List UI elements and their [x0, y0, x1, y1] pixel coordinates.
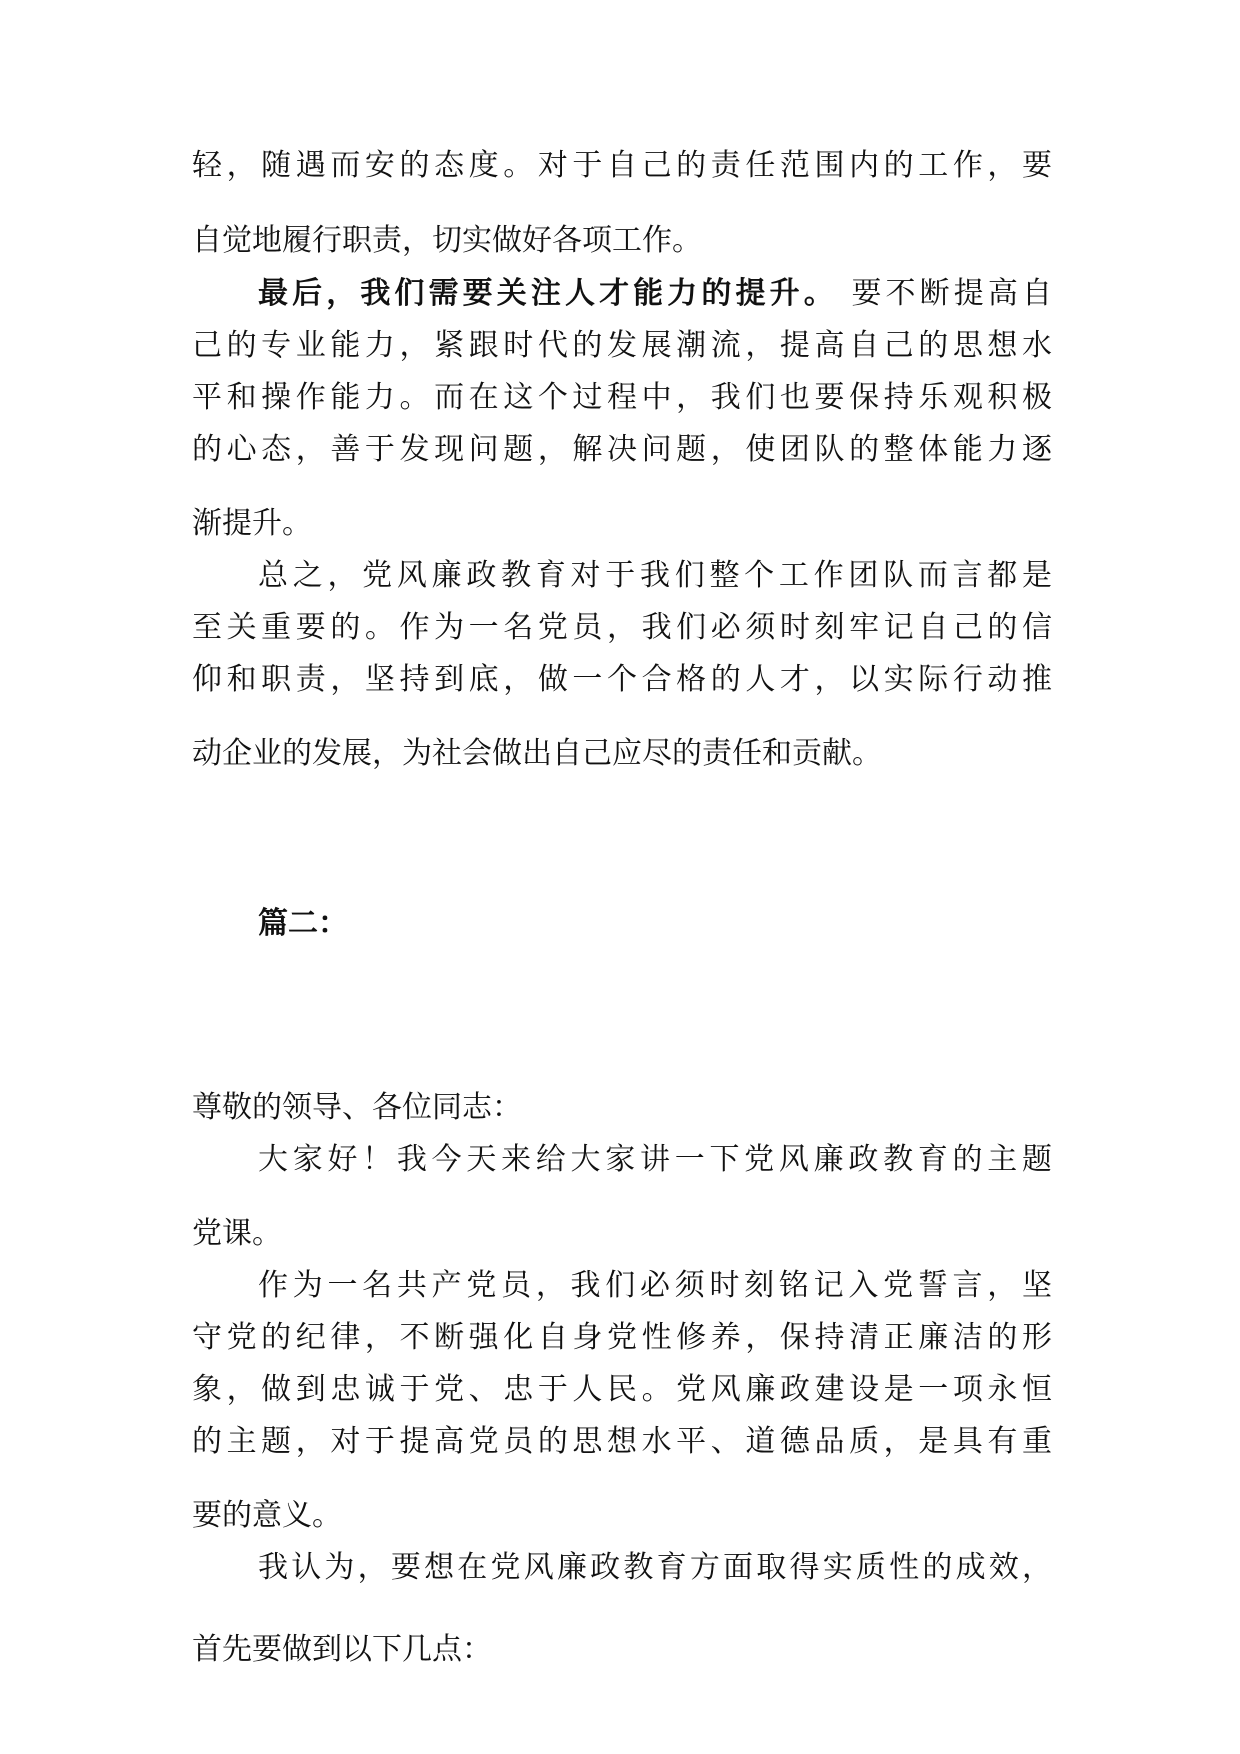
- section-heading: 篇二：: [258, 906, 348, 941]
- paragraph-line: 党课。: [192, 1216, 282, 1251]
- paragraph-line: 象，做到忠诚于党、忠于人民。党风廉政建设是一项永恒: [192, 1372, 1052, 1407]
- paragraph-line: 动企业的发展，为社会做出自己应尽的责任和贡献。: [192, 736, 882, 771]
- paragraph-line: 自觉地履行职责，切实做好各项工作。: [192, 223, 702, 258]
- paragraph-line: 仰和职责，坚持到底，做一个合格的人才，以实际行动推: [192, 662, 1052, 697]
- paragraph-line: 首先要做到以下几点：: [192, 1632, 492, 1667]
- paragraph-text: 要不断提高自: [837, 276, 1052, 311]
- paragraph-line: 的主题，对于提高党员的思想水平、道德品质，是具有重: [192, 1424, 1052, 1459]
- paragraph-line: 渐提升。: [192, 506, 312, 541]
- paragraph-line: 大家好！我今天来给大家讲一下党风廉政教育的主题: [258, 1142, 1052, 1177]
- paragraph-line: [258, 274, 1052, 314]
- paragraph-line: 要的意义。: [192, 1498, 342, 1533]
- emphasis-text: 最后，我们需要关注人才能力的提升。: [258, 276, 838, 311]
- paragraph-line: 至关重要的。作为一名党员，我们必须时刻牢记自己的信: [192, 610, 1052, 645]
- paragraph-line: 轻，随遇而安的态度。对于自己的责任范围内的工作，要: [192, 148, 1052, 183]
- paragraph-line: 守党的纪律，不断强化自身党性修养，保持清正廉洁的形: [192, 1320, 1052, 1355]
- paragraph-line: 总之，党风廉政教育对于我们整个工作团队而言都是: [258, 558, 1052, 593]
- paragraph-line: 平和操作能力。而在这个过程中，我们也要保持乐观积极: [192, 380, 1052, 415]
- paragraph-line: 我认为，要想在党风廉政教育方面取得实质性的成效，: [258, 1550, 1052, 1585]
- paragraph-line: 作为一名共产党员，我们必须时刻铭记入党誓言，坚: [258, 1268, 1052, 1303]
- paragraph-line: 的心态，善于发现问题，解决问题，使团队的整体能力逐: [192, 432, 1052, 467]
- paragraph-line: 己的专业能力，紧跟时代的发展潮流，提高自己的思想水: [192, 328, 1052, 363]
- salutation: 尊敬的领导、各位同志：: [192, 1090, 522, 1125]
